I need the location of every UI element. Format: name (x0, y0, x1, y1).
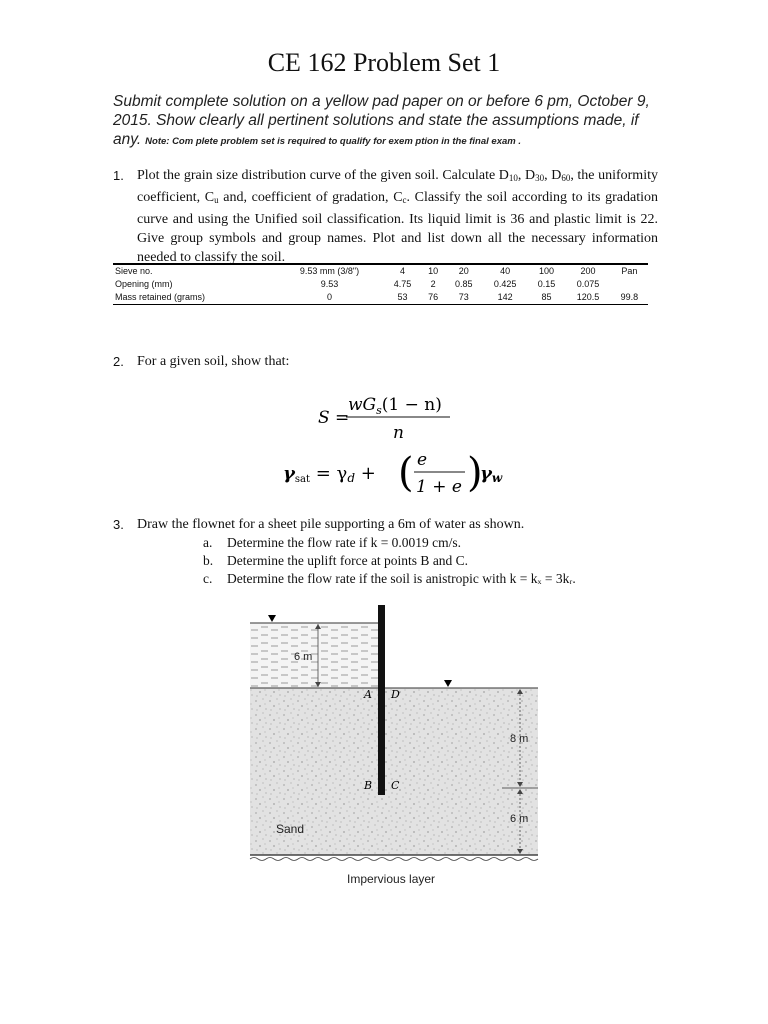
instructions-main: Submit complete solution on a yellow pad paper on or before 6 pm, October 9, 2015. Show clearly all pertinent solutions and state the assumptions made, if any. (113, 93, 650, 148)
subitem-a: a. Determine the flow rate if k = 0.0019 cm/s. (203, 535, 462, 550)
sieve-cell: 200 (580, 266, 596, 276)
page-title: CE 162 Problem Set 1 (267, 48, 501, 77)
sieve-cell: 9.53 (320, 279, 339, 289)
sieve-cell: 40 (500, 266, 511, 276)
problem-2-text: For a given soil, show that: (137, 354, 290, 369)
downstream-level-marker (444, 680, 452, 687)
problem-3-number: 3. (113, 517, 124, 532)
sieve-cell: Pan (621, 266, 638, 276)
svg-text:γw: γw (480, 463, 503, 485)
sieve-cell: 2 (430, 279, 436, 289)
sieve-cell: 4.75 (393, 279, 412, 289)
svg-text:e: e (417, 450, 428, 470)
point-c: C (391, 779, 400, 792)
water-body (250, 623, 378, 688)
sieve-cell: 99.8 (620, 292, 639, 302)
problem-3-subitems (203, 534, 576, 588)
sieve-cell: 0 (326, 292, 332, 302)
problem-1-number: 1. (113, 168, 124, 183)
problem-1 (113, 166, 658, 267)
problem-2 (113, 352, 658, 371)
sieve-row (113, 291, 648, 305)
sand-label: Sand (276, 822, 305, 836)
subitem-c: c. Determine the flow rate if the soil is anistropic with k = kₓ = 3kᵣ. (203, 571, 576, 586)
instructions (113, 92, 653, 151)
sieve-cell: 100 (539, 266, 555, 276)
svg-text:S =: S = (318, 408, 350, 428)
sieve-cell: 20 (458, 266, 469, 276)
sieve-cell: 0.425 (493, 279, 517, 289)
soil-depth-label: 8 m (510, 733, 529, 745)
impervious-label: Impervious layer (347, 872, 436, 886)
sieve-cell: 4 (400, 266, 406, 276)
sieve-cell: 0.15 (537, 279, 556, 289)
point-b: B (364, 779, 373, 792)
sieve-cell: 120.5 (576, 292, 600, 302)
sieve-cell: 73 (458, 292, 469, 302)
sieve-cell: 142 (497, 292, 513, 302)
instructions-note: Note: Com plete problem set is required to qualify for exem ption in the final exam . (145, 136, 521, 147)
sieve-cell: 0.075 (576, 279, 600, 289)
sieve-cell: 85 (541, 292, 552, 302)
sieve-cell: 76 (428, 292, 439, 302)
sieve-row-label: Mass retained (grams) (115, 292, 206, 302)
sieve-row-label: Opening (mm) (115, 279, 173, 289)
sieve-row-label: Sieve no. (115, 266, 153, 276)
problem-3 (113, 515, 658, 534)
svg-text:γsat = γd +: γsat = γd + (283, 463, 376, 485)
sieve-cell: 0.85 (454, 279, 473, 289)
saturation-equation (318, 392, 468, 443)
sieve-row (113, 278, 648, 291)
svg-text:(: ( (398, 450, 414, 496)
unit-weight-equation (283, 448, 523, 500)
svg-text:1 + e: 1 + e (416, 477, 462, 497)
sieve-row (113, 264, 648, 278)
water-level-marker (268, 615, 276, 622)
water-depth-label: 6 m (294, 651, 313, 663)
sieve-table (113, 263, 648, 305)
problem-1-text: Plot the grain size distribution curve of the given soil. Calculate $D_{10}$, $D_{30}$, $D_{60}$, the uniformity coefficient, $C_u$ and, coefficient of gradation, $C_c$. Classify the soil according to its gradation curve and using the Unified soil classification. Its liquid limit is 36 and plastic limit is 22. Give group symbols and group names. Plot and list down all the necessary information needed to classify the soil. (137, 168, 658, 265)
sheet-pile-figure (240, 600, 550, 890)
sieve-cell (611, 278, 648, 291)
svg-text:n: n (393, 423, 404, 443)
below-pile-label: 6 m (510, 813, 529, 825)
svg-text:): ) (467, 450, 483, 496)
problem-2-number: 2. (113, 354, 124, 369)
sieve-cell: 10 (428, 266, 439, 276)
svg-text:wGs(1 − n): $wG_s(1 - n)$ (348, 395, 442, 417)
point-d: D (391, 688, 400, 701)
subitem-b: b. Determine the uplift force at points B and C. (203, 553, 469, 568)
sheet-pile (378, 605, 385, 795)
problem-3-text: Draw the flownet for a sheet pile supporting a 6m of water as shown. (137, 517, 525, 532)
point-a: A (364, 688, 372, 701)
sieve-cell: 9.53 mm (3/8") (299, 266, 360, 276)
sieve-cell: 53 (397, 292, 408, 302)
